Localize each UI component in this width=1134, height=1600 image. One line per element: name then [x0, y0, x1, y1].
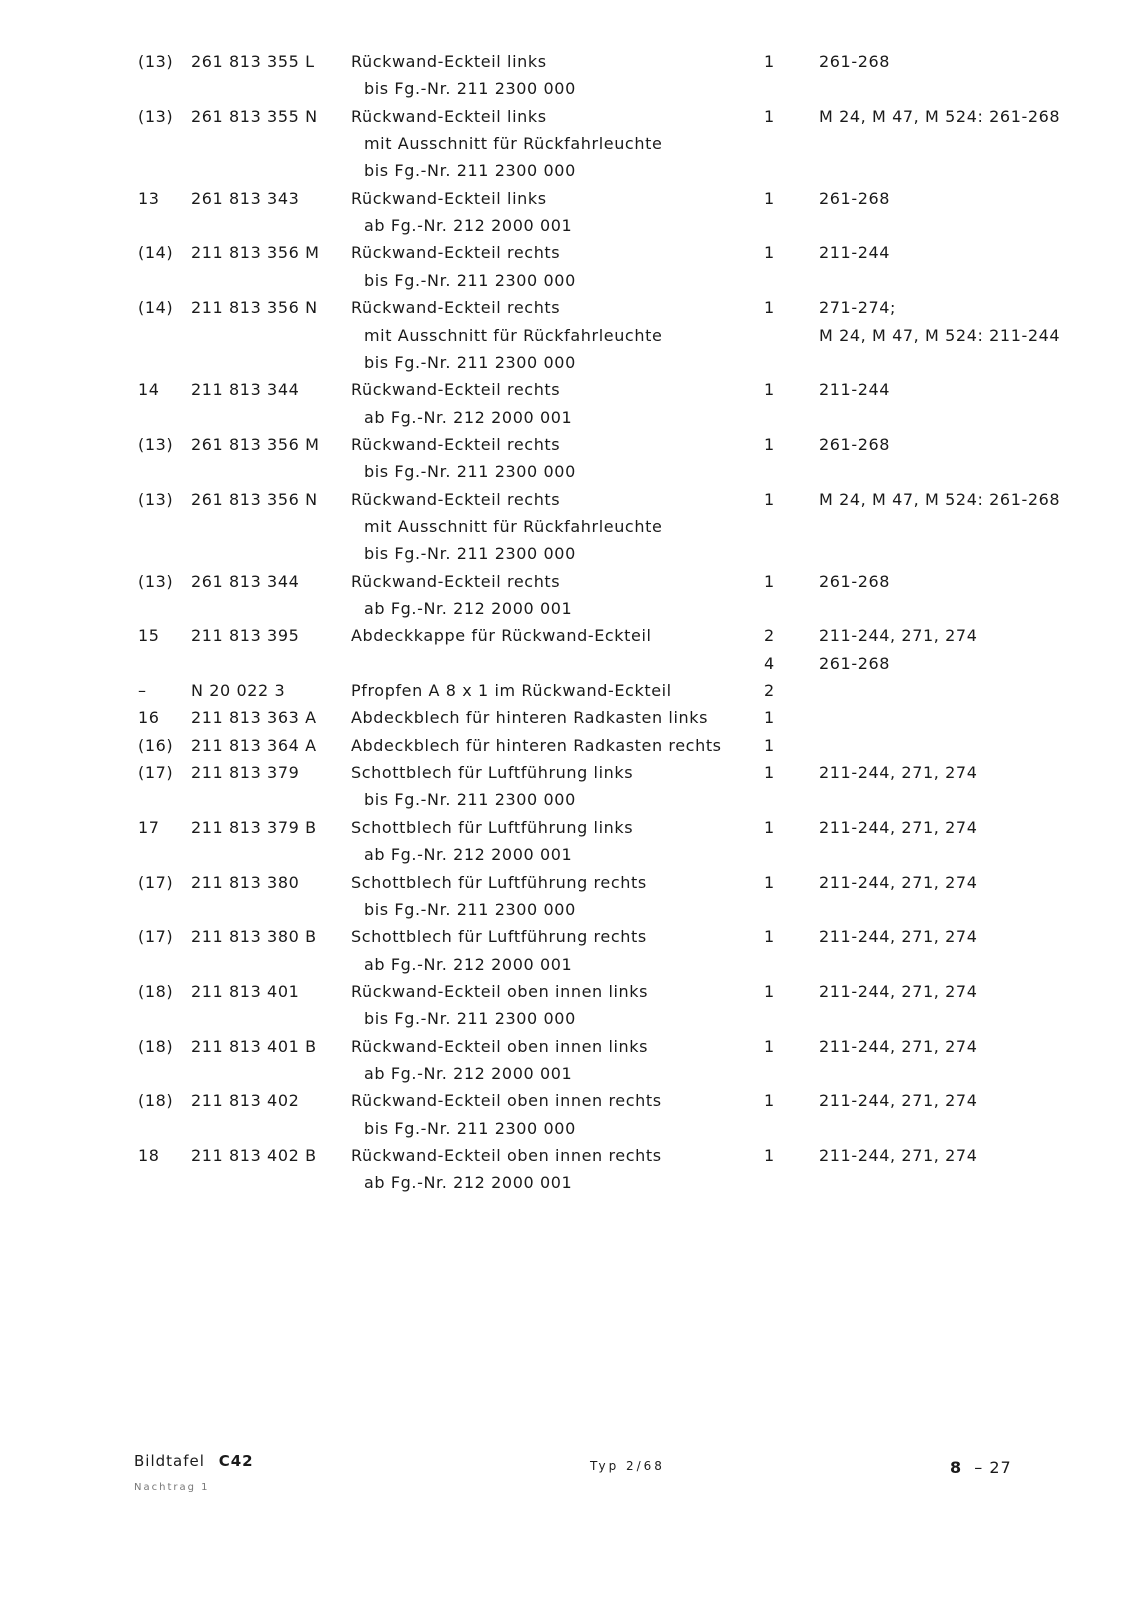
table-row-continuation — [0, 408, 1134, 436]
table-row-continuation — [0, 1064, 1134, 1092]
table-row-continuation — [0, 544, 1134, 572]
table-row — [0, 243, 1134, 271]
part-description: Schottblech für Luftführung links — [351, 818, 634, 837]
quantity: 1 — [764, 189, 775, 208]
table-row-continuation — [0, 79, 1134, 107]
description-note: ab Fg.-Nr. 212 2000 001 — [364, 1064, 573, 1083]
table-row-continuation — [0, 1009, 1134, 1037]
position-number: (13) — [138, 435, 174, 454]
table-row — [0, 52, 1134, 80]
table-row — [0, 736, 1134, 764]
table-row-continuation — [0, 790, 1134, 818]
quantity: 1 — [764, 52, 775, 71]
table-row — [0, 572, 1134, 600]
part-number: 211 813 379 B — [191, 818, 317, 837]
table-row — [0, 626, 1134, 654]
table-row — [0, 435, 1134, 463]
position-number: (18) — [138, 982, 174, 1001]
table-row — [0, 982, 1134, 1010]
description-note: bis Fg.-Nr. 211 2300 000 — [364, 353, 576, 372]
table-row-continuation — [0, 845, 1134, 873]
model-remark: 211-244, 271, 274 — [819, 763, 978, 782]
part-number: 211 813 402 — [191, 1091, 300, 1110]
part-description: Rückwand-Eckteil oben innen links — [351, 982, 649, 1001]
page-prefix: 8 — [950, 1458, 963, 1477]
quantity: 1 — [764, 708, 775, 727]
part-description: Abdeckblech für hinteren Radkasten links — [351, 708, 709, 727]
table-row — [0, 1146, 1134, 1174]
quantity: 1 — [764, 490, 775, 509]
part-description: Rückwand-Eckteil oben innen links — [351, 1037, 649, 1056]
table-row-continuation — [0, 900, 1134, 928]
description-note: ab Fg.-Nr. 212 2000 001 — [364, 1173, 573, 1192]
model-remark: 261-268 — [819, 435, 891, 454]
position-number: 16 — [138, 708, 160, 727]
plate-label: Bildtafel — [134, 1452, 205, 1470]
part-description: Rückwand-Eckteil rechts — [351, 572, 561, 591]
page-suffix: – 27 — [974, 1458, 1012, 1477]
model-remark: 211-244, 271, 274 — [819, 927, 978, 946]
position-number: 18 — [138, 1146, 160, 1165]
part-number: 211 813 363 A — [191, 708, 317, 727]
model-remark: 211-244, 271, 274 — [819, 1037, 978, 1056]
quantity: 1 — [764, 763, 775, 782]
part-number: 261 813 355 N — [191, 107, 318, 126]
model-remark: 211-244, 271, 274 — [819, 1146, 978, 1165]
position-number: (18) — [138, 1037, 174, 1056]
description-note: bis Fg.-Nr. 211 2300 000 — [364, 462, 576, 481]
position-number: 13 — [138, 189, 160, 208]
part-number: 261 813 343 — [191, 189, 300, 208]
table-row — [0, 189, 1134, 217]
part-number: 211 813 401 B — [191, 1037, 317, 1056]
part-number: 211 813 380 B — [191, 927, 317, 946]
table-row-continuation — [0, 134, 1134, 162]
quantity: 1 — [764, 380, 775, 399]
model-remark: 261-268 — [819, 654, 891, 673]
position-number: (14) — [138, 298, 174, 317]
table-row-continuation — [0, 517, 1134, 545]
description-note: bis Fg.-Nr. 211 2300 000 — [364, 1119, 576, 1138]
quantity: 1 — [764, 1091, 775, 1110]
part-number: 261 813 356 N — [191, 490, 318, 509]
position-number: (13) — [138, 490, 174, 509]
description-note: mit Ausschnitt für Rückfahrleuchte — [364, 517, 663, 536]
table-row — [0, 873, 1134, 901]
quantity: 1 — [764, 1037, 775, 1056]
part-description: Rückwand-Eckteil oben innen rechts — [351, 1146, 662, 1165]
quantity: 4 — [764, 654, 775, 673]
part-number: 211 813 364 A — [191, 736, 317, 755]
model-remark: 211-244, 271, 274 — [819, 626, 978, 645]
part-number: 211 813 380 — [191, 873, 300, 892]
quantity: 1 — [764, 435, 775, 454]
part-number: 211 813 401 — [191, 982, 300, 1001]
part-number: 211 813 356 N — [191, 298, 318, 317]
quantity: 1 — [764, 107, 775, 126]
table-row-continuation — [0, 1119, 1134, 1147]
type-label: Typ 2/68 — [590, 1459, 665, 1473]
description-note: bis Fg.-Nr. 211 2300 000 — [364, 790, 576, 809]
position-number: (17) — [138, 873, 174, 892]
table-row-continuation — [0, 599, 1134, 627]
description-note: bis Fg.-Nr. 211 2300 000 — [364, 1009, 576, 1028]
model-remark: 211-244, 271, 274 — [819, 1091, 978, 1110]
part-number: 211 813 402 B — [191, 1146, 317, 1165]
table-row — [0, 298, 1134, 326]
part-number: 211 813 379 — [191, 763, 300, 782]
description-note: ab Fg.-Nr. 212 2000 001 — [364, 408, 573, 427]
table-row — [0, 681, 1134, 709]
part-description: Schottblech für Luftführung rechts — [351, 927, 647, 946]
part-description: Abdeckkappe für Rückwand-Eckteil — [351, 626, 652, 645]
table-row-continuation — [0, 654, 1134, 682]
part-description: Rückwand-Eckteil rechts — [351, 490, 561, 509]
model-remark: M 24, M 47, M 524: 261-268 — [819, 490, 1061, 509]
model-remark: 261-268 — [819, 572, 891, 591]
quantity: 1 — [764, 736, 775, 755]
position-number: 15 — [138, 626, 160, 645]
part-number: 211 813 395 — [191, 626, 300, 645]
table-row — [0, 708, 1134, 736]
description-note: bis Fg.-Nr. 211 2300 000 — [364, 161, 576, 180]
part-description: Rückwand-Eckteil rechts — [351, 380, 561, 399]
model-remark: 211-244 — [819, 380, 891, 399]
table-row-continuation — [0, 326, 1134, 354]
part-description: Rückwand-Eckteil links — [351, 107, 547, 126]
description-note: mit Ausschnitt für Rückfahrleuchte — [364, 134, 663, 153]
position-number: 14 — [138, 380, 160, 399]
part-description: Pfropfen A 8 x 1 im Rückwand-Eckteil — [351, 681, 672, 700]
part-description: Rückwand-Eckteil links — [351, 52, 547, 71]
table-row-continuation — [0, 216, 1134, 244]
quantity: 1 — [764, 1146, 775, 1165]
part-description: Schottblech für Luftführung rechts — [351, 873, 647, 892]
description-note: ab Fg.-Nr. 212 2000 001 — [364, 845, 573, 864]
quantity: 1 — [764, 927, 775, 946]
position-number: 17 — [138, 818, 160, 837]
model-remark: 261-268 — [819, 189, 891, 208]
page-number — [950, 1458, 1012, 1477]
description-note: ab Fg.-Nr. 212 2000 001 — [364, 216, 573, 235]
position-number: (13) — [138, 52, 174, 71]
table-row — [0, 107, 1134, 135]
model-remark: 261-268 — [819, 52, 891, 71]
table-row — [0, 1037, 1134, 1065]
description-note: ab Fg.-Nr. 212 2000 001 — [364, 955, 573, 974]
table-row — [0, 927, 1134, 955]
quantity: 2 — [764, 681, 775, 700]
quantity: 2 — [764, 626, 775, 645]
model-remark: M 24, M 47, M 524: 261-268 — [819, 107, 1061, 126]
quantity: 1 — [764, 243, 775, 262]
part-number: 261 813 355 L — [191, 52, 315, 71]
part-description: Rückwand-Eckteil oben innen rechts — [351, 1091, 662, 1110]
position-number: (13) — [138, 107, 174, 126]
quantity: 1 — [764, 572, 775, 591]
part-description: Rückwand-Eckteil rechts — [351, 435, 561, 454]
model-remark: 211-244, 271, 274 — [819, 818, 978, 837]
position-number: – — [138, 681, 147, 700]
table-row-continuation — [0, 462, 1134, 490]
table-row — [0, 818, 1134, 846]
part-number: 211 813 356 M — [191, 243, 320, 262]
part-number: 261 813 356 M — [191, 435, 320, 454]
description-note: bis Fg.-Nr. 211 2300 000 — [364, 79, 576, 98]
table-row — [0, 380, 1134, 408]
part-description: Rückwand-Eckteil rechts — [351, 298, 561, 317]
position-number: (17) — [138, 927, 174, 946]
model-remark: 211-244 — [819, 243, 891, 262]
quantity: 1 — [764, 873, 775, 892]
quantity: 1 — [764, 298, 775, 317]
position-number: (13) — [138, 572, 174, 591]
model-remark: M 24, M 47, M 524: 211-244 — [819, 326, 1061, 345]
table-row-continuation — [0, 1173, 1134, 1201]
model-remark: 271-274; — [819, 298, 897, 317]
part-description: Rückwand-Eckteil rechts — [351, 243, 561, 262]
position-number: (17) — [138, 763, 174, 782]
table-row-continuation — [0, 271, 1134, 299]
position-number: (14) — [138, 243, 174, 262]
table-row — [0, 1091, 1134, 1119]
plate-id: C42 — [218, 1452, 254, 1470]
part-description: Abdeckblech für hinteren Radkasten rechts — [351, 736, 722, 755]
description-note: ab Fg.-Nr. 212 2000 001 — [364, 599, 573, 618]
model-remark: 211-244, 271, 274 — [819, 873, 978, 892]
position-number: (16) — [138, 736, 174, 755]
part-number: N 20 022 3 — [191, 681, 286, 700]
model-remark: 211-244, 271, 274 — [819, 982, 978, 1001]
part-number: 211 813 344 — [191, 380, 300, 399]
table-row-continuation — [0, 161, 1134, 189]
part-description: Rückwand-Eckteil links — [351, 189, 547, 208]
description-note: bis Fg.-Nr. 211 2300 000 — [364, 271, 576, 290]
position-number: (18) — [138, 1091, 174, 1110]
description-note: bis Fg.-Nr. 211 2300 000 — [364, 544, 576, 563]
supplement-note: Nachtrag 1 — [134, 1482, 210, 1493]
part-number: 261 813 344 — [191, 572, 300, 591]
table-row-continuation — [0, 353, 1134, 381]
description-note: bis Fg.-Nr. 211 2300 000 — [364, 900, 576, 919]
table-row — [0, 490, 1134, 518]
description-note: mit Ausschnitt für Rückfahrleuchte — [364, 326, 663, 345]
part-description: Schottblech für Luftführung links — [351, 763, 634, 782]
table-row-continuation — [0, 955, 1134, 983]
footer-plate — [134, 1452, 254, 1470]
quantity: 1 — [764, 818, 775, 837]
quantity: 1 — [764, 982, 775, 1001]
table-row — [0, 763, 1134, 791]
